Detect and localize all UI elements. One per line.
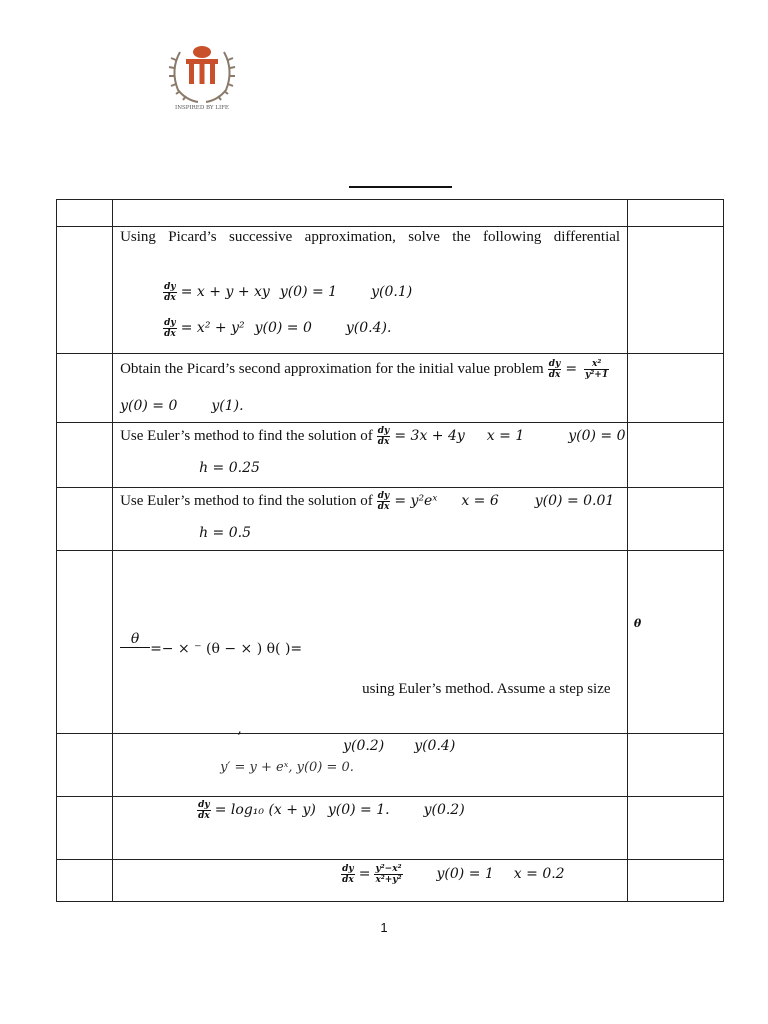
equation-line: $\frac{dy}{dx}$ = x + y + xy y(0) = 1 y(0.1) — [164, 282, 413, 303]
step-size: h = 0.5 — [199, 525, 251, 541]
equation-line: y(0.2) y(0.4) — [343, 738, 456, 754]
question-text: Use Euler’s method to find the solution of $\frac{dy}{dx}$ = 3x + 4y x = 1 y(0) = 0 — [120, 426, 626, 447]
table-row — [57, 227, 724, 354]
dy-dx-fraction: $\frac{dy}{dx}$ — [198, 800, 210, 821]
title-underline — [349, 186, 452, 188]
table-row — [57, 860, 724, 902]
ode-equation: y′ = y + eˣ, y(0) = 0. — [220, 760, 354, 775]
question-text: Using Picard’s successive approximation, solve the following differential — [120, 229, 621, 245]
table-header-row — [57, 200, 724, 227]
page-number: 1 — [380, 920, 388, 935]
table-row — [57, 551, 724, 734]
dy-dx-fraction: $\frac{dy}{dx}$ — [377, 426, 390, 447]
table-row — [57, 797, 724, 860]
dy-dx-fraction: $\frac{dy}{dx}$ — [377, 491, 390, 512]
equation-line: $\frac{dy}{dx}$ = log₁₀ (x + y) y(0) = 1. y(0.2) — [198, 800, 465, 821]
question-text: Use Euler’s method to find the solution of $\frac{dy}{dx}$ = y²eˣ x = 6 y(0) = 0.01 — [120, 491, 615, 512]
institution-logo — [166, 40, 238, 110]
stray-comma: ’ — [237, 730, 242, 746]
pillars-icon — [186, 46, 218, 84]
questions-table — [56, 199, 724, 902]
rhs-fraction: $\frac{\text{x²}}{\text{y²+1}}$ — [585, 359, 609, 380]
equation-line: =− × ⁻ (θ − × ) θ( )= — [150, 641, 303, 657]
equation-line: $\frac{dy}{dx}$ = x² + y² y(0) = 0 y(0.4). — [164, 318, 392, 339]
table-row — [57, 488, 724, 551]
equation-line: $\frac{dy}{dx}$ = $\frac{\text{y²−x²}}{\text{x²+y²}}$ y(0) = 1 x = 0.2 — [342, 864, 565, 885]
table-row — [57, 354, 724, 423]
theta-fraction: θ — [120, 631, 150, 658]
side-theta: θ — [633, 617, 642, 630]
step-size: h = 0.25 — [199, 460, 260, 476]
dy-dx-fraction: $\frac{dy}{dx}$ — [548, 359, 561, 380]
dy-dx-fraction: $\frac{dy}{dx}$ — [164, 282, 176, 303]
question-text: Obtain the Picard’s second approximation for the initial value problem $\frac{dy}{dx}$ = $\frac{\text{x²}}{\text{y²+1}}$ — [120, 359, 609, 380]
table-row — [57, 734, 724, 797]
table-row — [57, 423, 724, 488]
question-text: using Euler’s method. Assume a step size — [362, 681, 611, 697]
rhs-fraction: $\frac{\text{y²−x²}}{\text{x²+y²}}$ — [375, 864, 402, 885]
dy-dx-fraction: $\frac{dy}{dx}$ — [342, 864, 354, 885]
equation-line: y(0) = 0 y(1). — [120, 398, 244, 414]
dy-dx-fraction: $\frac{dy}{dx}$ — [164, 318, 176, 339]
logo-motto: INSPIRED BY LIFE — [175, 105, 229, 110]
